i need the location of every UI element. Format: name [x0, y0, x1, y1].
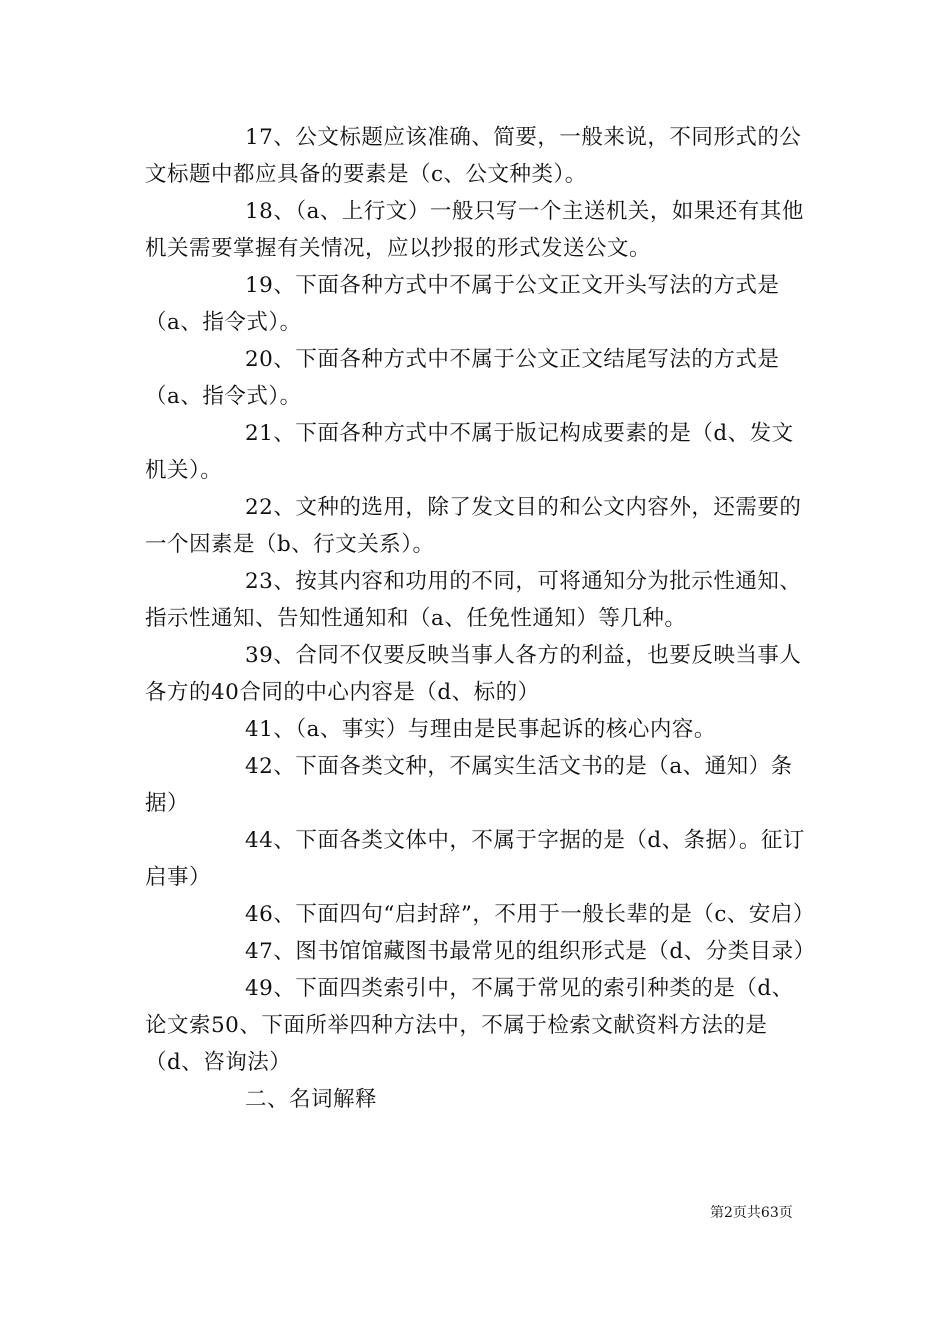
question-21: 21、下面各种方式中不属于版记构成要素的是（d、发文机关）。 — [145, 421, 794, 483]
question-41: 41、（a、事实）与理由是民事起诉的核心内容。 — [245, 717, 716, 742]
question-18: 18、（a、上行文）一般只写一个主送机关，如果还有其他机关需要掌握有关情况，应以抄报的形式发送公文。 — [145, 199, 804, 261]
question-23: 23、按其内容和功用的不同，可将通知分为批示性通知、指示性通知、告知性通知和（a、任免性通知）等几种。 — [145, 569, 802, 631]
question-22: 22、文种的选用，除了发文目的和公文内容外，还需要的一个因素是（b、行文关系）。 — [145, 495, 802, 557]
question-49: 49、下面四类索引中，不属于常见的索引种类的是（d、论文索50、下面所举四种方法中，不属于检索文献资料方法的是（d、咨询法） — [145, 976, 794, 1075]
question-19: 19、下面各种方式中不属于公文正文开头写法的方式是（a、指令式）。 — [145, 273, 780, 335]
section-heading: 二、名词解释 — [245, 1087, 378, 1112]
question-39: 39、合同不仅要反映当事人各方的利益，也要反映当事人各方的40合同的中心内容是（d、标的） — [145, 643, 802, 705]
question-17: 17、公文标题应该准确、简要，一般来说，不同形式的公文标题中都应具备的要素是（c、公文种类）。 — [145, 125, 802, 187]
question-46: 46、下面四句“启封辞”，不用于一般长辈的是（c、安启） — [245, 902, 815, 927]
question-44: 44、下面各类文体中，不属于字据的是（d、条据）。征订启事） — [145, 828, 805, 890]
question-20: 20、下面各种方式中不属于公文正文结尾写法的方式是（a、指令式）。 — [145, 347, 780, 409]
page-number-footer: 第2页共63页 — [710, 1205, 793, 1221]
question-47: 47、图书馆馆藏图书最常见的组织形式是（d、分类目录） — [245, 939, 816, 964]
document-body — [145, 119, 816, 1118]
question-42: 42、下面各类文种，不属实生活文书的是（a、通知）条据） — [145, 754, 793, 816]
